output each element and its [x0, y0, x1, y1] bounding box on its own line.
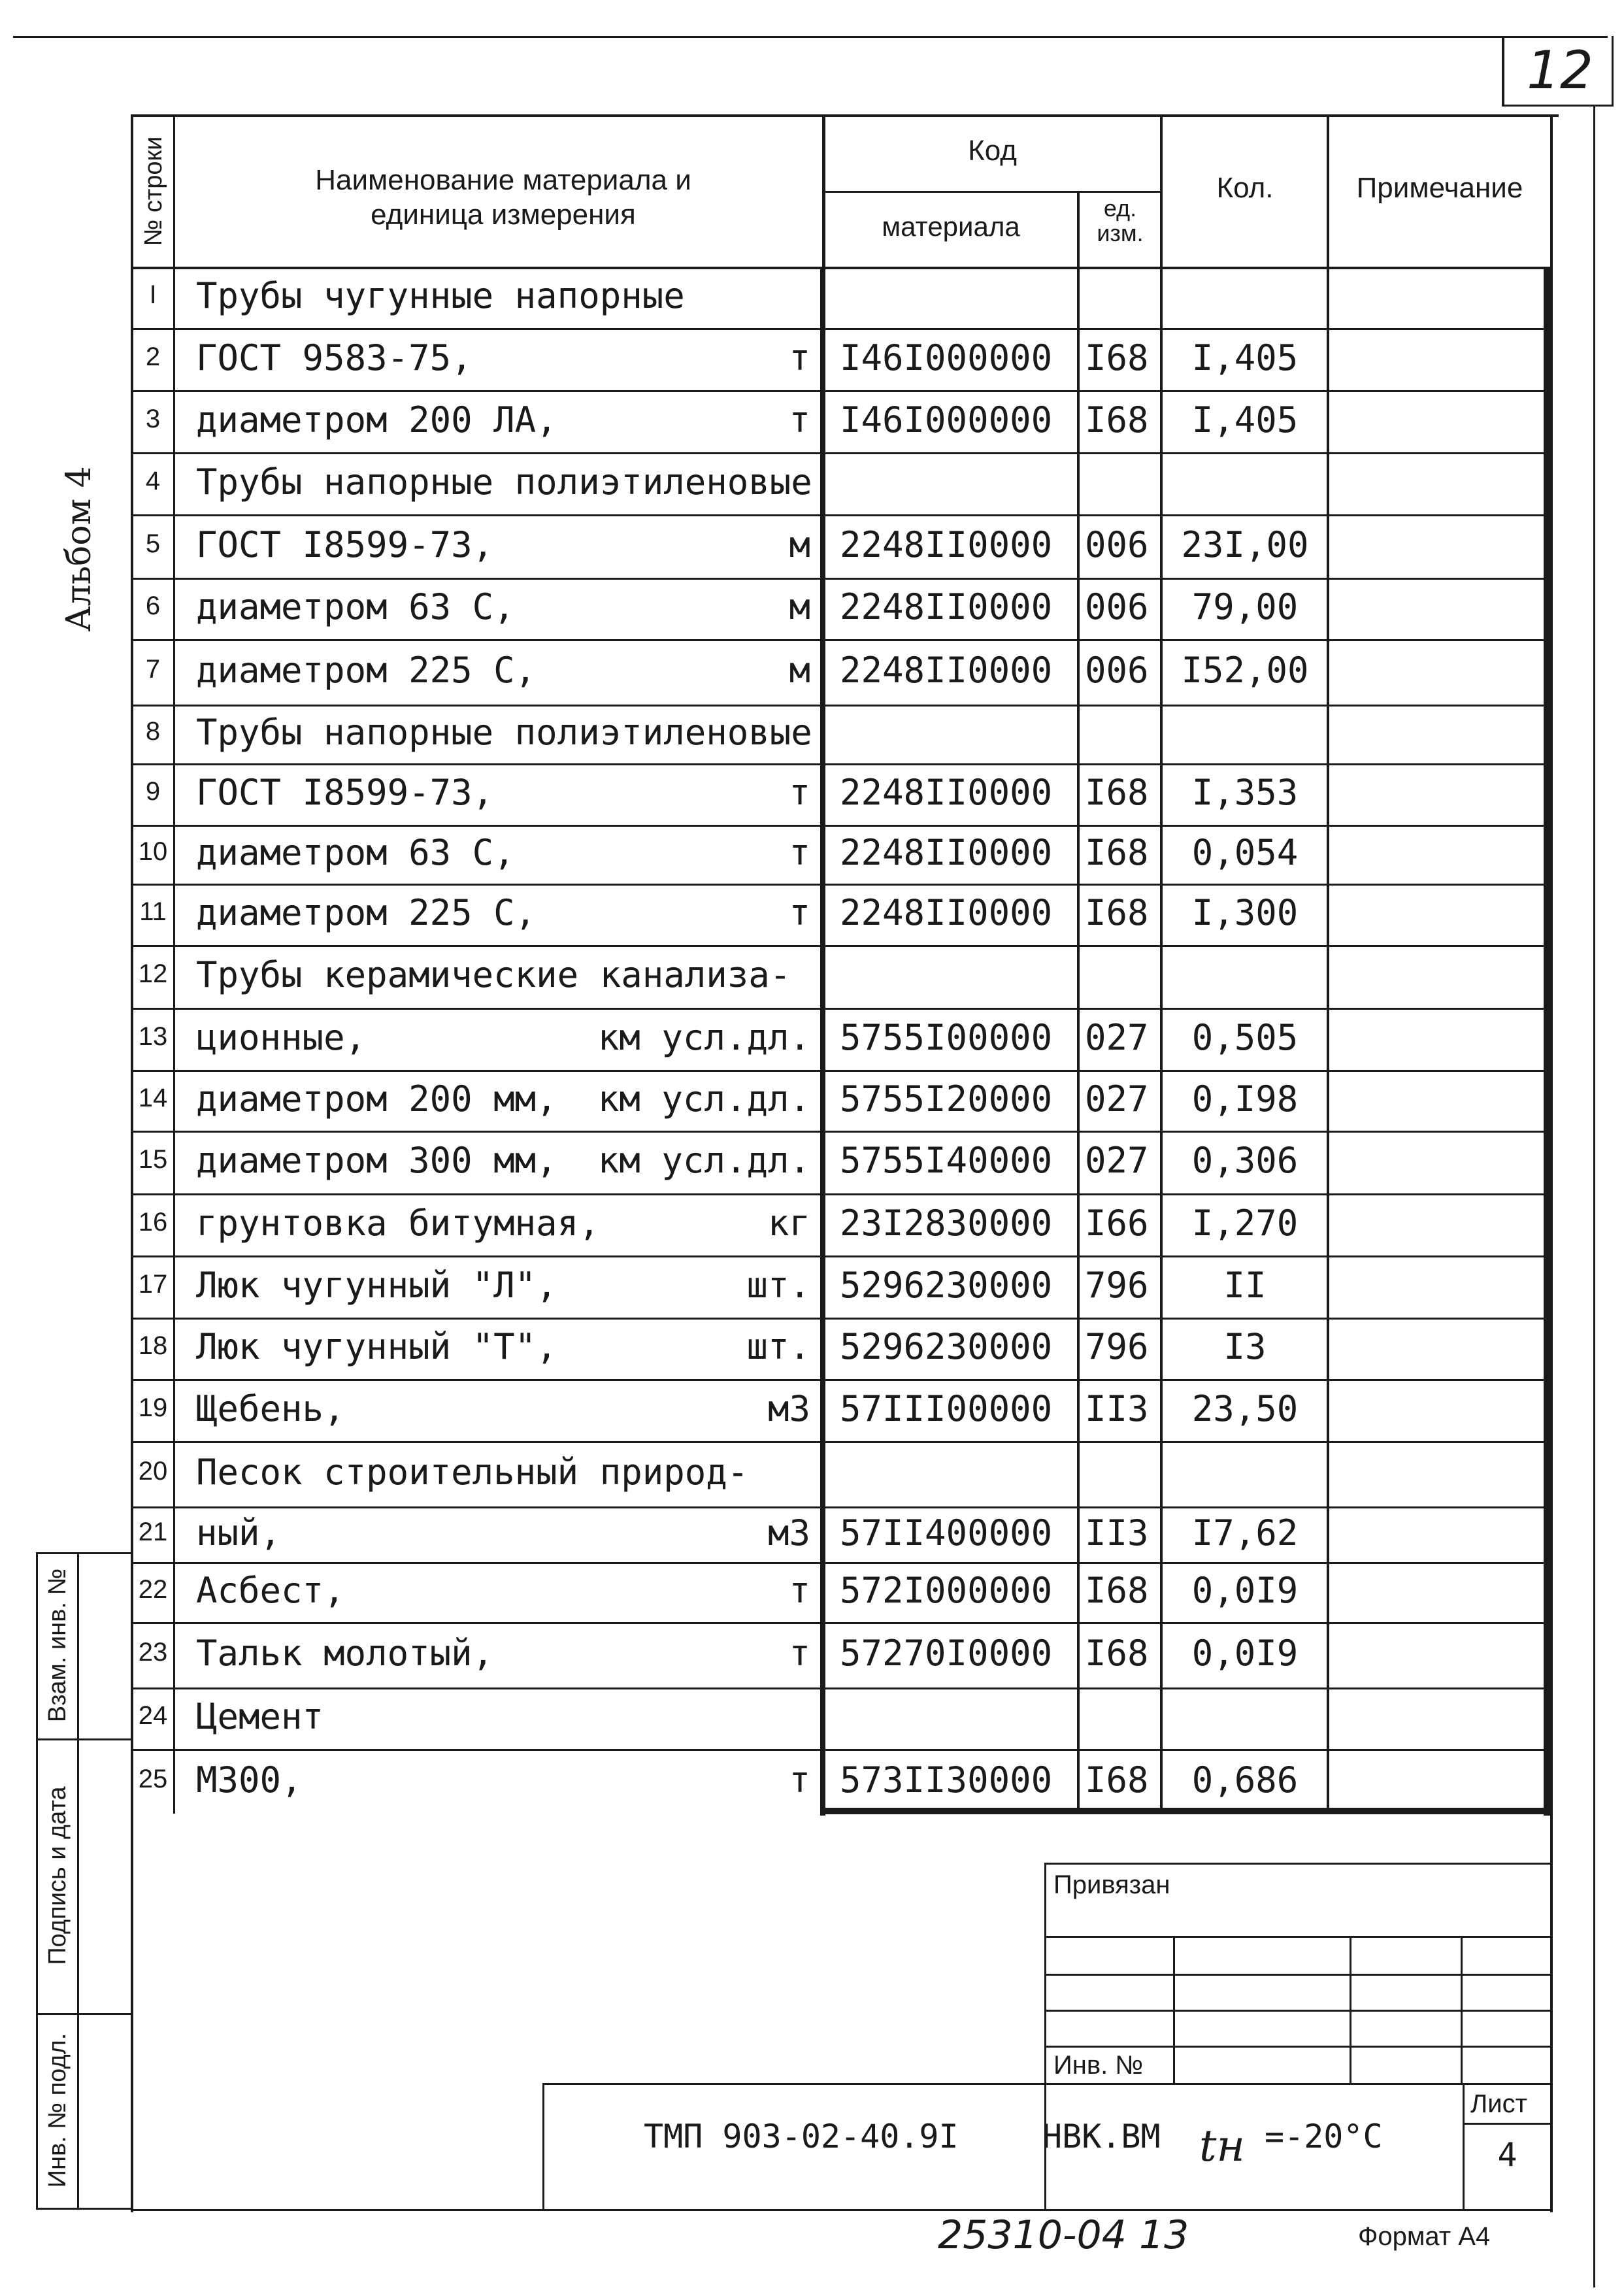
- material-name: Трубы напорные полиэтиленовые: [196, 712, 812, 753]
- table-row: [0, 1255, 1624, 1318]
- material-name: Трубы керамические канализа-: [196, 954, 791, 995]
- material-code: 23I2830000: [840, 1203, 1053, 1244]
- material-code: 2248II0000: [840, 650, 1053, 691]
- row-number: 16: [138, 1208, 168, 1237]
- table-row: [0, 452, 1624, 514]
- material-code: 57270I0000: [840, 1633, 1053, 1674]
- unit-of-measure: м: [789, 524, 810, 565]
- material-code: 5296230000: [840, 1265, 1053, 1306]
- material-name: диаметром 300 мм,: [196, 1140, 557, 1181]
- unit-code: 006: [1085, 524, 1149, 565]
- row-number: I: [149, 280, 157, 309]
- unit-code: II3: [1085, 1512, 1149, 1554]
- table-row: [0, 267, 1624, 328]
- row-number: 24: [138, 1701, 168, 1730]
- quantity: 79,00: [1191, 586, 1299, 627]
- unit-code: I68: [1085, 832, 1149, 873]
- row-number: 12: [138, 959, 168, 988]
- quantity: 23,50: [1191, 1388, 1299, 1429]
- footer-format: Формат А4: [1358, 2222, 1491, 2251]
- header-note: Примечание: [1356, 172, 1523, 204]
- unit-of-measure: шт.: [746, 1265, 810, 1306]
- unit-of-measure: м3: [767, 1388, 810, 1429]
- unit-code: 006: [1085, 650, 1149, 691]
- unit-of-measure: км усл.дл.: [597, 1140, 810, 1181]
- unit-of-measure: км усл.дл.: [597, 1078, 810, 1120]
- table-row: [0, 705, 1624, 763]
- unit-code: I68: [1085, 337, 1149, 378]
- table-row: [0, 763, 1624, 825]
- unit-of-measure: кг: [767, 1203, 810, 1244]
- header-qty: Кол.: [1216, 172, 1274, 204]
- header-name: Наименование материала и единица измерения: [315, 164, 691, 231]
- material-name: ный,: [196, 1512, 282, 1554]
- table-row: [0, 1622, 1624, 1687]
- row-number: 10: [138, 837, 168, 866]
- title-privyazan: Привязан: [1053, 1870, 1170, 1899]
- unit-of-measure: т: [789, 1633, 810, 1674]
- unit-of-measure: т: [789, 399, 810, 441]
- table-row: [0, 1687, 1624, 1749]
- quantity: I,300: [1191, 892, 1299, 933]
- header-code-unit: ед. изм.: [1097, 195, 1144, 246]
- unit-of-measure: м: [789, 650, 810, 691]
- unit-of-measure: т: [789, 772, 810, 813]
- material-code: 2248II0000: [840, 772, 1053, 813]
- unit-code: I68: [1085, 1570, 1149, 1611]
- table-row: [0, 1749, 1624, 1814]
- quantity: 0,0I9: [1191, 1570, 1299, 1611]
- material-code: 57III00000: [840, 1388, 1053, 1429]
- table-row: [0, 1070, 1624, 1131]
- unit-of-measure: м3: [767, 1512, 810, 1554]
- unit-of-measure: т: [789, 1570, 810, 1611]
- row-number: 3: [145, 405, 161, 433]
- quantity: I7,62: [1191, 1512, 1299, 1554]
- material-name: диаметром 63 С,: [196, 586, 515, 627]
- stamp-vzam-inv: Взам. инв. №: [44, 1568, 71, 1723]
- quantity: I,405: [1191, 337, 1299, 378]
- material-code: 572I000000: [840, 1570, 1053, 1611]
- footer-handwritten-number: 25310-04 13: [938, 2212, 1189, 2258]
- unit-code: 796: [1085, 1265, 1149, 1306]
- material-code: I46I000000: [840, 399, 1053, 441]
- row-number: 8: [145, 717, 161, 746]
- unit-of-measure: км усл.дл.: [597, 1017, 810, 1058]
- material-name: ГОСТ I8599-73,: [196, 772, 494, 813]
- material-code: 573II30000: [840, 1759, 1053, 1801]
- title-designation: ТМП 903-02-40.9I: [644, 2118, 959, 2155]
- quantity: 23I,00: [1181, 524, 1309, 565]
- table-row: [0, 328, 1624, 390]
- table-row: [0, 1193, 1624, 1255]
- title-temp-symbol: tн: [1199, 2121, 1245, 2171]
- unit-code: I66: [1085, 1203, 1149, 1244]
- table-row: [0, 825, 1624, 884]
- table-row: [0, 1008, 1624, 1070]
- material-code: 5296230000: [840, 1326, 1053, 1367]
- material-code: 57II400000: [840, 1512, 1053, 1554]
- row-number: 23: [138, 1638, 168, 1667]
- material-name: Песок строительный природ-: [196, 1452, 749, 1493]
- material-name: диаметром 225 С,: [196, 650, 537, 691]
- table-row: [0, 1379, 1624, 1441]
- header-code: Код: [968, 135, 1017, 167]
- album-label: Альбом 4: [59, 466, 99, 632]
- title-section: НВК.ВМ: [1042, 2118, 1161, 2155]
- row-number: 15: [138, 1145, 168, 1174]
- row-number: 9: [145, 777, 161, 806]
- unit-code: 027: [1085, 1078, 1149, 1120]
- unit-of-measure: м: [789, 586, 810, 627]
- table-row: [0, 639, 1624, 705]
- material-code: 5755I00000: [840, 1017, 1053, 1058]
- row-number: 11: [139, 897, 167, 926]
- header-row-number: № строки: [140, 136, 167, 246]
- material-name: Трубы напорные полиэтиленовые: [196, 461, 812, 503]
- material-code: 5755I40000: [840, 1140, 1053, 1181]
- title-temp-value: =-20°С: [1265, 2118, 1383, 2155]
- row-number: 20: [138, 1457, 168, 1486]
- unit-code: 027: [1085, 1140, 1149, 1181]
- material-name: Асбест,: [196, 1570, 345, 1611]
- quantity: 0,306: [1191, 1140, 1299, 1181]
- unit-code: I68: [1085, 892, 1149, 933]
- title-sheet-label: Лист: [1470, 2089, 1527, 2118]
- material-name: ГОСТ 9583-75,: [196, 337, 472, 378]
- unit-code: I68: [1085, 1759, 1149, 1801]
- material-name: диаметром 63 С,: [196, 832, 515, 873]
- material-code: 2248II0000: [840, 586, 1053, 627]
- table-row: [0, 1562, 1624, 1622]
- quantity: I,405: [1191, 399, 1299, 441]
- material-name: М300,: [196, 1759, 303, 1801]
- material-code: I46I000000: [840, 337, 1053, 378]
- unit-code: II3: [1085, 1388, 1149, 1429]
- quantity: II: [1223, 1265, 1267, 1306]
- table-row: [0, 514, 1624, 578]
- material-code: 2248II0000: [840, 524, 1053, 565]
- material-name: Щебень,: [196, 1388, 345, 1429]
- material-name: диаметром 225 С,: [196, 892, 537, 933]
- quantity: I,270: [1191, 1203, 1299, 1244]
- material-name: Люк чугунный "Л",: [196, 1265, 557, 1306]
- table-row: [0, 1506, 1624, 1562]
- unit-code: I68: [1085, 399, 1149, 441]
- title-sheet-number: 4: [1497, 2136, 1517, 2174]
- unit-of-measure: т: [789, 892, 810, 933]
- quantity: 0,505: [1191, 1017, 1299, 1058]
- quantity: 0,I98: [1191, 1078, 1299, 1120]
- row-number: 2: [145, 342, 161, 371]
- table-row: [0, 945, 1624, 1008]
- quantity: 0,054: [1191, 832, 1299, 873]
- quantity: 0,686: [1191, 1759, 1299, 1801]
- quantity: 0,0I9: [1191, 1633, 1299, 1674]
- row-number: 6: [145, 591, 161, 620]
- quantity: I,353: [1191, 772, 1299, 813]
- table-row: [0, 1441, 1624, 1506]
- quantity: I52,00: [1181, 650, 1309, 691]
- title-inv-no: Инв. №: [1053, 2051, 1144, 2080]
- material-code: 2248II0000: [840, 892, 1053, 933]
- material-code: 5755I20000: [840, 1078, 1053, 1120]
- material-name: ГОСТ I8599-73,: [196, 524, 494, 565]
- material-name: Трубы чугунные напорные: [196, 275, 685, 316]
- material-name: Люк чугунный "Т",: [196, 1326, 557, 1367]
- row-number: 21: [138, 1518, 168, 1546]
- material-name: ционные,: [196, 1017, 367, 1058]
- table-row: [0, 578, 1624, 639]
- row-number: 22: [138, 1575, 168, 1604]
- table-row: [0, 390, 1624, 452]
- stamp-inv-podl: Инв. № подл.: [44, 2033, 71, 2188]
- material-name: грунтовка битумная,: [196, 1203, 600, 1244]
- row-number: 4: [145, 467, 161, 495]
- unit-code: 796: [1085, 1326, 1149, 1367]
- unit-code: I68: [1085, 772, 1149, 813]
- row-number: 17: [138, 1270, 168, 1299]
- row-number: 14: [138, 1084, 168, 1112]
- quantity: I3: [1223, 1326, 1267, 1367]
- row-number: 13: [138, 1022, 168, 1051]
- unit-of-measure: т: [789, 832, 810, 873]
- row-number: 19: [138, 1393, 168, 1422]
- row-number: 18: [138, 1331, 168, 1360]
- unit-code: 027: [1085, 1017, 1149, 1058]
- row-number: 5: [145, 529, 161, 558]
- table-row: [0, 884, 1624, 945]
- table-row: [0, 1318, 1624, 1379]
- material-name: диаметром 200 мм,: [196, 1078, 557, 1120]
- row-number: 7: [145, 655, 161, 684]
- unit-code: 006: [1085, 586, 1149, 627]
- material-name: диаметром 200 ЛА,: [196, 399, 557, 441]
- header-code-material: материала: [882, 211, 1020, 242]
- material-name: Тальк молотый,: [196, 1633, 494, 1674]
- unit-code: I68: [1085, 1633, 1149, 1674]
- unit-of-measure: т: [789, 337, 810, 378]
- material-name: Цемент: [196, 1696, 324, 1737]
- stamp-podpis-data: Подпись и дата: [44, 1786, 71, 1965]
- page-number: 12: [1527, 40, 1593, 101]
- table-row: [0, 1131, 1624, 1193]
- unit-of-measure: т: [789, 1759, 810, 1801]
- row-number: 25: [138, 1765, 168, 1793]
- unit-of-measure: шт.: [746, 1326, 810, 1367]
- material-code: 2248II0000: [840, 832, 1053, 873]
